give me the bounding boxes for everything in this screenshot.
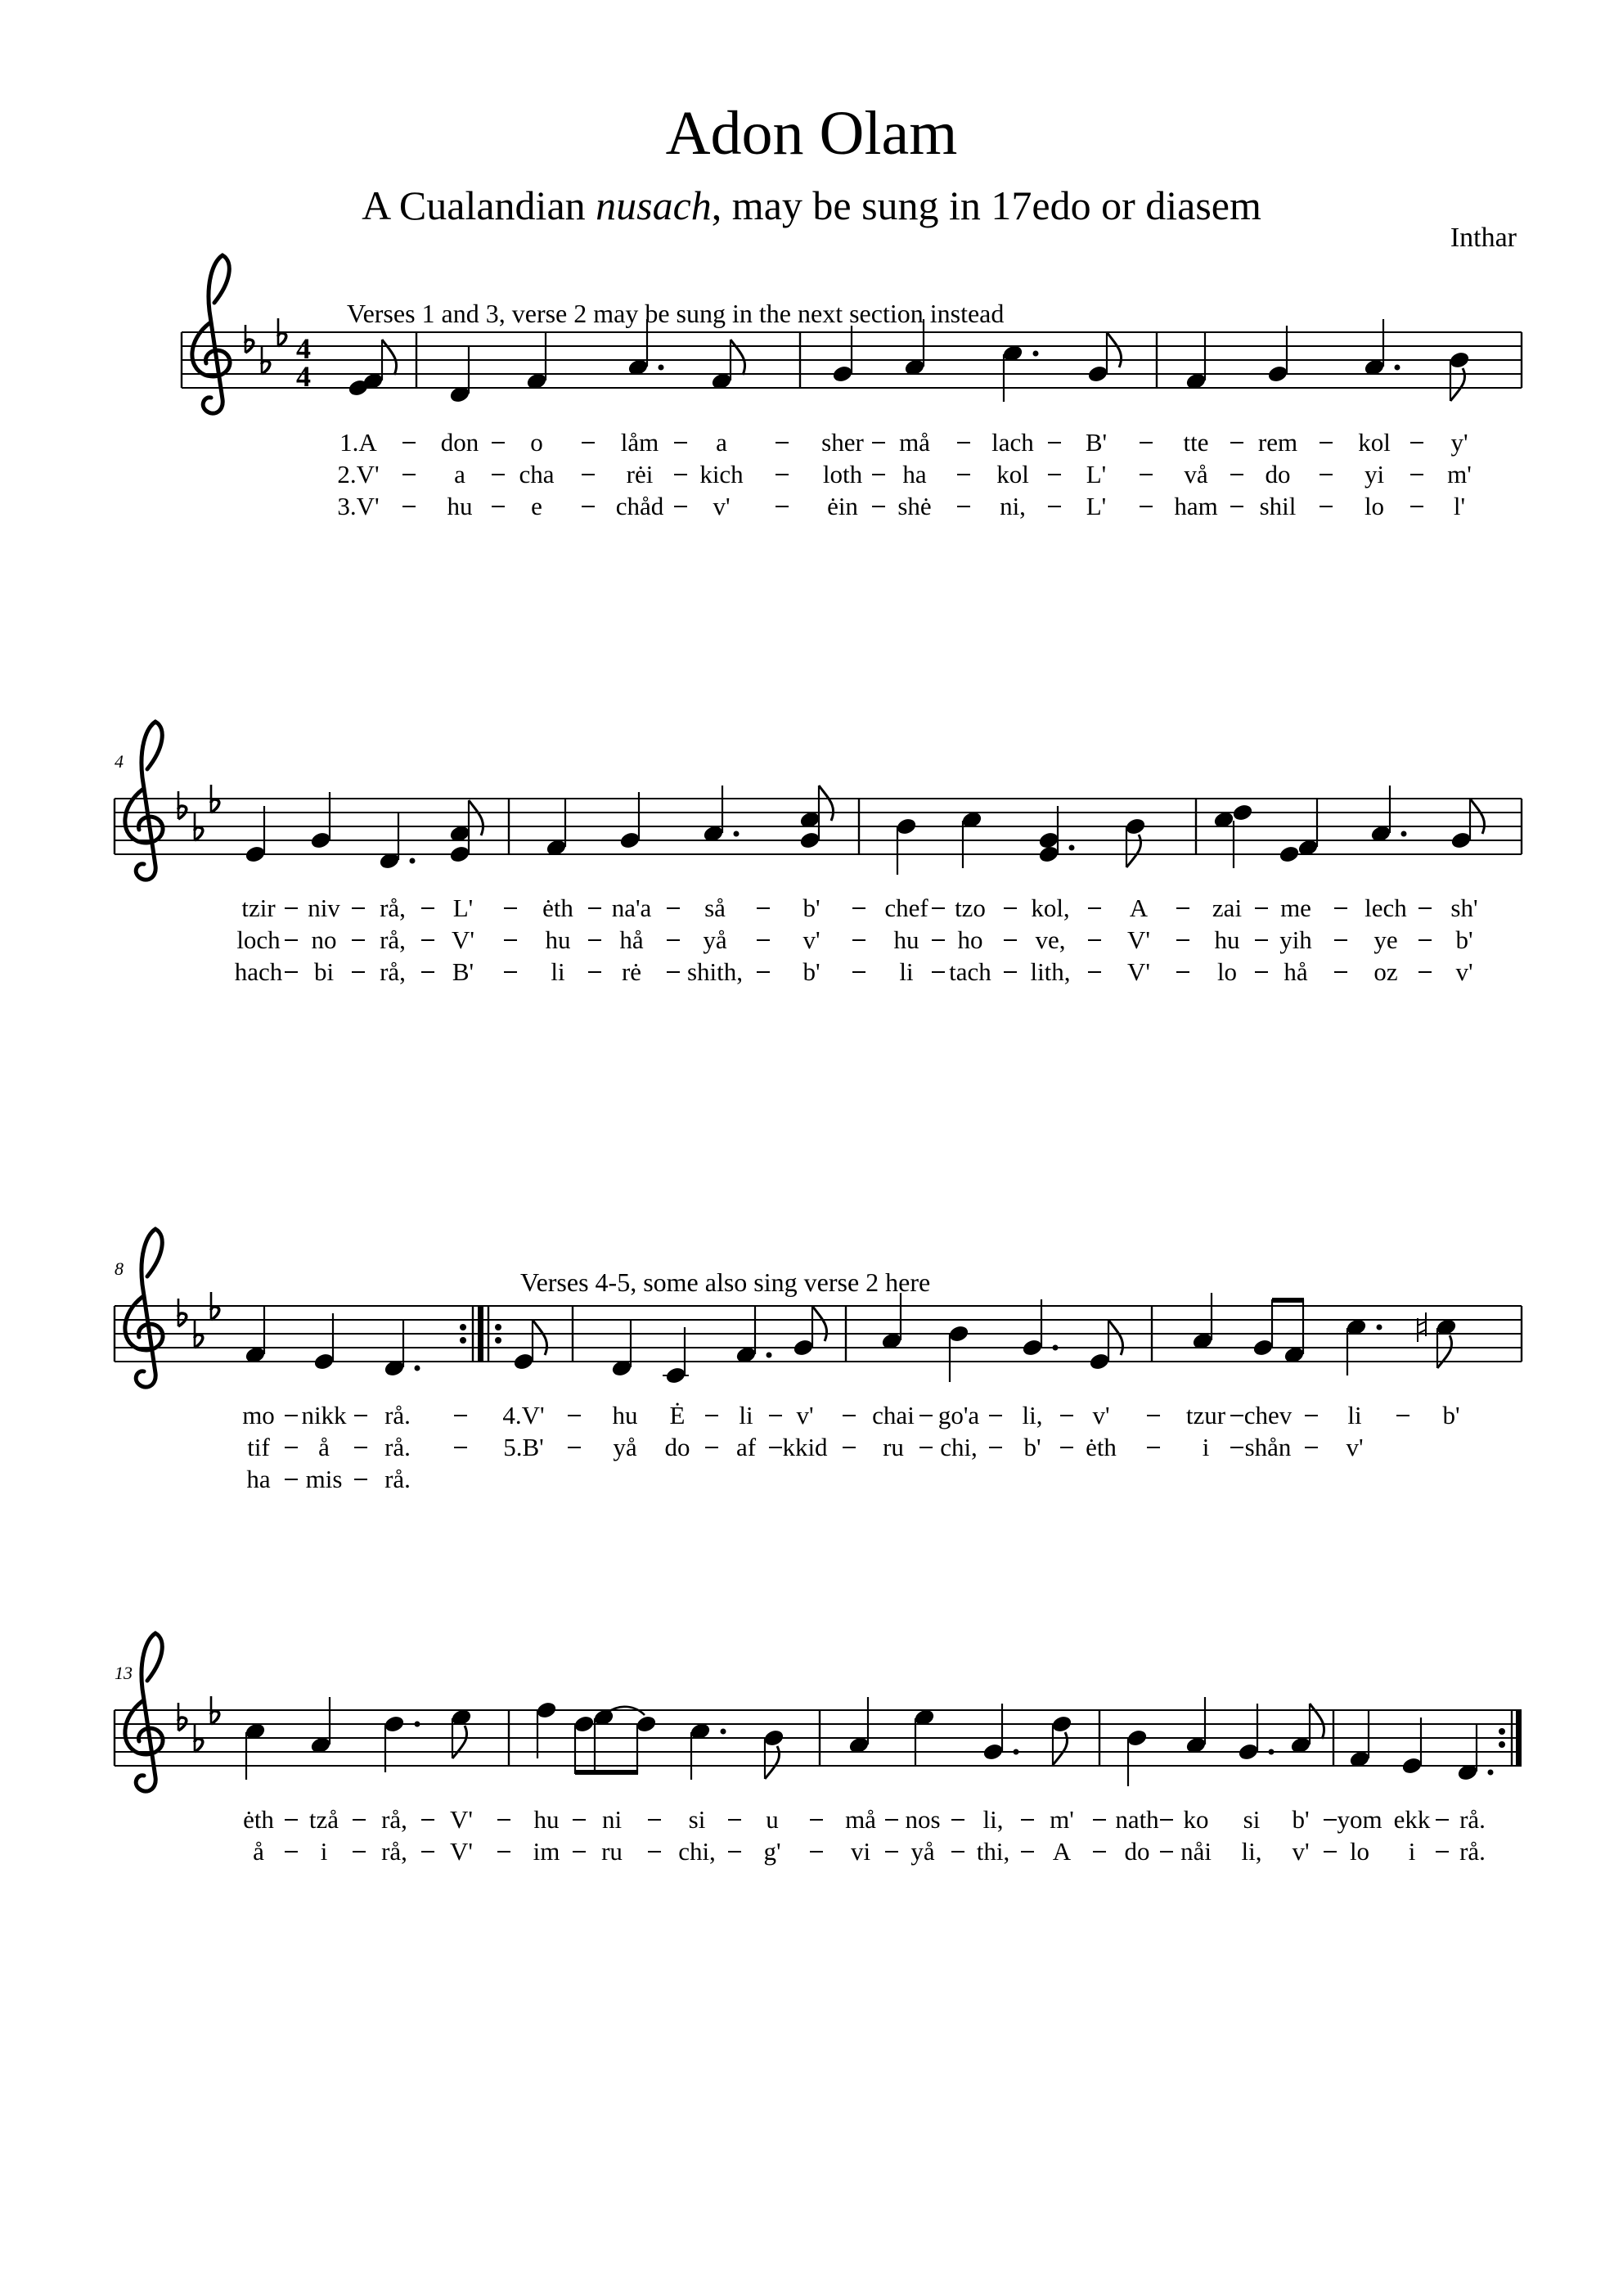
lyric-syllable: tte	[1183, 428, 1209, 457]
treble-clef-icon	[125, 1633, 163, 1791]
lyric-syllable: 4.V'	[502, 1401, 545, 1429]
svg-text:4: 4	[296, 332, 311, 365]
lyric-syllable: 1.A	[339, 428, 377, 457]
lyric-syllable: 3.V'	[337, 492, 380, 520]
lyric-syllable: 2.V'	[337, 460, 380, 488]
lyric-syllable: nath	[1115, 1805, 1159, 1834]
lyric-syllable: ekk	[1393, 1805, 1431, 1834]
lyric-syllable: y'	[1450, 428, 1468, 457]
lyric-syllable: L'	[1086, 492, 1107, 520]
lyric-syllable: yå	[703, 925, 727, 954]
treble-clef-icon	[125, 1229, 163, 1387]
lyric-syllable: ni,	[1000, 492, 1026, 520]
lyric-syllable: yih	[1279, 925, 1312, 954]
system-1	[182, 255, 1522, 520]
lyric-syllable: cha	[519, 460, 555, 488]
lyric-syllable: rå,	[381, 1805, 407, 1834]
lyric-syllable: rå,	[380, 925, 406, 954]
lyric-syllable: i	[1202, 1433, 1210, 1461]
subtitle-text-1: A Cualandian	[362, 182, 596, 228]
lyric-syllable: don	[440, 428, 479, 457]
lyric-syllable: B'	[1085, 428, 1108, 457]
bar-number-4: 4	[115, 751, 124, 772]
lyric-syllable: si	[1243, 1805, 1261, 1834]
lyric-syllable: 5.B'	[503, 1433, 544, 1461]
lyric-syllable: V'	[1127, 957, 1150, 986]
lyric-syllable: shil	[1259, 492, 1297, 520]
treble-clef-icon	[192, 255, 230, 413]
lyric-syllable: chai	[872, 1401, 915, 1429]
lyric-syllable: vå	[1184, 460, 1208, 488]
lyric-syllable: ru	[883, 1433, 904, 1461]
bar-number-13: 13	[115, 1663, 133, 1683]
system-2	[115, 722, 1522, 986]
lyric-syllable: så	[704, 894, 726, 922]
lyric-syllable: b'	[1023, 1433, 1041, 1461]
lyric-syllable: me	[1280, 894, 1311, 922]
lyric-syllable: si	[688, 1805, 706, 1834]
lyric-syllable: v'	[803, 925, 820, 954]
lyric-syllable: ham	[1174, 492, 1218, 520]
lyric-syllable: ėth	[243, 1805, 274, 1834]
lyric-syllable: hu	[893, 925, 919, 954]
lyric-syllable: hå	[1284, 957, 1308, 986]
lyric-syllable: loth	[822, 460, 863, 488]
lyric-syllable: rėi	[626, 460, 654, 488]
lyrics-system-4	[243, 1805, 1486, 1866]
lyric-syllable: tzir	[241, 894, 276, 922]
lyric-syllable: V'	[452, 925, 474, 954]
lyric-syllable: rå.	[384, 1401, 411, 1429]
lyric-syllable: lo	[1216, 957, 1238, 986]
lyric-syllable: V'	[450, 1805, 473, 1834]
lyric-syllable: ėth	[1086, 1433, 1117, 1461]
lyric-syllable: V'	[450, 1837, 473, 1866]
lyric-syllable: ėin	[827, 492, 858, 520]
lyric-syllable: li	[739, 1401, 753, 1429]
lyric-syllable: hu	[612, 1401, 638, 1429]
lyric-syllable: shith,	[686, 957, 744, 986]
subtitle-italic-word: nusach	[596, 182, 712, 228]
lyric-syllable: thi,	[976, 1837, 1010, 1866]
lyric-syllable: rå.	[1459, 1805, 1486, 1834]
lyric-syllable: vi	[850, 1837, 871, 1866]
lyric-syllable: go'a	[937, 1401, 980, 1429]
lyric-syllable: nikk	[301, 1401, 347, 1429]
lyric-syllable: v'	[713, 492, 731, 520]
lyric-syllable: chåd	[615, 492, 664, 520]
lyric-syllable: bi	[313, 957, 335, 986]
lyric-syllable: kich	[699, 460, 744, 488]
lyric-syllable: m'	[1050, 1805, 1074, 1834]
lyric-syllable: lech	[1364, 894, 1407, 922]
lyric-syllable: ye	[1373, 925, 1398, 954]
lyric-syllable: ve,	[1035, 925, 1066, 954]
lyric-syllable: å	[253, 1837, 264, 1866]
lyric-syllable: e	[531, 492, 542, 520]
lyric-syllable: chi,	[940, 1433, 978, 1461]
lyric-syllable: a	[454, 460, 465, 488]
lyric-syllable: yom	[1337, 1805, 1382, 1834]
lyric-syllable: i	[320, 1837, 328, 1866]
lyric-syllable: chi,	[678, 1837, 716, 1866]
lyric-syllable: nåi	[1180, 1837, 1212, 1866]
lyric-syllable: b'	[1442, 1401, 1460, 1429]
lyric-syllable: lo	[1349, 1837, 1370, 1866]
lyric-syllable: chev	[1243, 1401, 1293, 1429]
bar-number-8: 8	[115, 1258, 124, 1279]
lyric-syllable: u	[766, 1805, 779, 1834]
lyric-syllable: ha	[246, 1465, 271, 1493]
lyric-syllable: rå,	[380, 957, 406, 986]
lyric-syllable: L'	[452, 894, 474, 922]
lyric-syllable: li,	[1022, 1401, 1043, 1429]
piece-title: Adon Olam	[665, 99, 958, 168]
lyric-syllable: må	[899, 428, 930, 457]
lyric-syllable: b'	[1455, 925, 1473, 954]
lyric-syllable: rå,	[380, 894, 406, 922]
lyric-syllable: ru	[601, 1837, 623, 1866]
lyric-syllable: sh'	[1450, 894, 1478, 922]
lyric-syllable: im	[533, 1837, 560, 1866]
lyrics-system-2	[235, 894, 1478, 986]
lyric-syllable: li	[1347, 1401, 1362, 1429]
lyric-syllable: g'	[763, 1837, 781, 1866]
lyric-syllable: mis	[305, 1465, 343, 1493]
lyric-syllable: lach	[991, 428, 1034, 457]
lyric-syllable: kkid	[782, 1433, 828, 1461]
lyric-syllable: chef	[884, 894, 928, 922]
lyric-syllable: ha	[902, 460, 927, 488]
lyric-syllable: rė	[621, 957, 642, 986]
lyric-syllable: na'a	[611, 894, 652, 922]
lyric-syllable: ėth	[542, 894, 573, 922]
lyric-syllable: yå	[910, 1837, 935, 1866]
lyric-syllable: hå	[619, 925, 644, 954]
lyric-syllable: shė	[897, 492, 932, 520]
lyric-syllable: kol	[996, 460, 1029, 488]
lyric-syllable: A	[1052, 1837, 1072, 1866]
lyric-syllable: ni	[601, 1805, 623, 1834]
lyric-syllable: v'	[796, 1401, 814, 1429]
lyric-syllable: B'	[452, 957, 474, 986]
lyric-syllable: V'	[1127, 925, 1150, 954]
lyric-syllable: mo	[242, 1401, 275, 1429]
lyric-syllable: L'	[1086, 460, 1107, 488]
lyric-syllable: rå.	[384, 1433, 411, 1461]
lyric-syllable: hu	[545, 925, 571, 954]
lyric-syllable: b'	[803, 957, 820, 986]
treble-clef-icon	[125, 722, 163, 880]
lyric-syllable: tif	[247, 1433, 270, 1461]
lyric-syllable: kol	[1358, 428, 1391, 457]
lyric-syllable: yå	[613, 1433, 637, 1461]
lyric-syllable: sher	[821, 428, 864, 457]
lyric-syllable: li,	[1241, 1837, 1262, 1866]
lyric-syllable: hu	[533, 1805, 560, 1834]
lyric-syllable: låm	[620, 428, 659, 457]
lyric-syllable: zai	[1212, 894, 1243, 922]
lyric-syllable: oz	[1373, 957, 1398, 986]
lyric-syllable: no	[311, 925, 337, 954]
lyric-syllable: i	[1408, 1837, 1416, 1866]
section-b-marking: Verses 4-5, some also sing verse 2 here	[520, 1267, 931, 1297]
lyric-syllable: li	[899, 957, 914, 986]
lyric-syllable: nos	[905, 1805, 941, 1834]
lyric-syllable: shån	[1244, 1433, 1292, 1461]
lyric-syllable: A	[1129, 894, 1149, 922]
lyric-syllable: ko	[1183, 1805, 1209, 1834]
lyric-syllable: li,	[982, 1805, 1004, 1834]
lyrics-system-1	[337, 428, 1471, 520]
lyric-syllable: o	[530, 428, 543, 457]
lyric-syllable: v'	[1455, 957, 1473, 986]
lyric-syllable: af	[735, 1433, 757, 1461]
lyric-syllable: rå,	[381, 1837, 407, 1866]
lyric-syllable: yi	[1364, 460, 1385, 488]
lyric-syllable: tzo	[955, 894, 986, 922]
time-signature	[296, 332, 311, 393]
lyric-syllable: loch	[236, 925, 281, 954]
lyric-syllable: niv	[308, 894, 340, 922]
lyric-syllable: v'	[1292, 1837, 1310, 1866]
lyric-syllable: hu	[447, 492, 473, 520]
lyric-syllable: må	[845, 1805, 876, 1834]
lyric-syllable: å	[318, 1433, 330, 1461]
lyric-syllable: b'	[1292, 1805, 1310, 1834]
lyric-syllable: m'	[1447, 460, 1472, 488]
lyric-syllable: v'	[1092, 1401, 1110, 1429]
lyric-syllable: a	[716, 428, 727, 457]
lyric-syllable: li	[551, 957, 565, 986]
lyric-syllable: kol,	[1031, 894, 1070, 922]
lyric-syllable: do	[1124, 1837, 1150, 1866]
system-4	[115, 1633, 1522, 1866]
lyric-syllable: b'	[803, 894, 820, 922]
subtitle-text-2: , may be sung in 17edo or diasem	[711, 182, 1261, 228]
lyric-syllable: tzå	[308, 1805, 339, 1834]
composer-name: Inthar	[1450, 223, 1517, 253]
lyric-syllable: do	[1265, 460, 1291, 488]
lyric-syllable: tach	[949, 957, 991, 986]
lyric-syllable: tzur	[1185, 1401, 1226, 1429]
lyric-syllable: lo	[1364, 492, 1385, 520]
svg-text:4: 4	[296, 360, 311, 393]
lyric-syllable: Ė	[669, 1401, 686, 1429]
lyric-syllable: hu	[1214, 925, 1240, 954]
lyric-syllable: rå.	[384, 1465, 411, 1493]
system-3	[115, 1229, 1522, 1493]
lyric-syllable: hach	[234, 957, 283, 986]
lyric-syllable: v'	[1346, 1433, 1364, 1461]
lyric-syllable: rem	[1257, 428, 1298, 457]
lyric-syllable: rå.	[1459, 1837, 1486, 1866]
lyric-syllable: l'	[1453, 492, 1466, 520]
lyric-syllable: lith,	[1030, 957, 1071, 986]
section-a-marking: Verses 1 and 3, verse 2 may be sung in the next section instead	[347, 299, 1005, 328]
lyric-syllable: ho	[957, 925, 983, 954]
lyrics-system-3	[242, 1401, 1459, 1493]
lyric-syllable: do	[664, 1433, 690, 1461]
